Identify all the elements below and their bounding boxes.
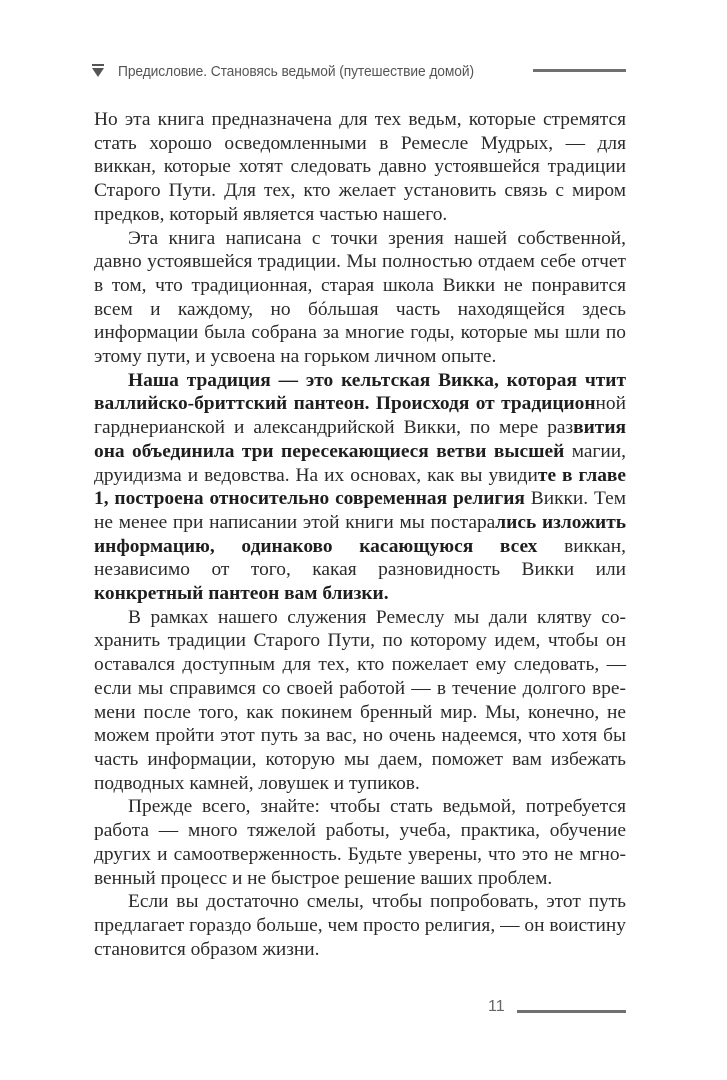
- bold-run: те в главе 1, построена относительно современная религия: [94, 464, 626, 510]
- bold-run: конкретный пантеон вам близки.: [94, 583, 389, 605]
- paragraph-3: [94, 369, 626, 606]
- page-footer: [488, 998, 626, 1022]
- bold-run: вития она объединила три пересекающиеся ветви высшей: [94, 417, 626, 462]
- paragraph-2: Эта книга написана с точки зрения нашей собственной, давно устоявшейся традиции. Мы полностью отдаем себе отчет в том, что традиционная, старая школа Викки не понравится всем и каждому, но бóльшая часть находящейся здесь информации была собрана за многие годы, которые мы шли по этому пути, и усвоена на горьком личном опыте.: [94, 227, 626, 368]
- triangle-down-icon: [92, 68, 104, 77]
- footer-rule: [517, 1010, 626, 1013]
- text-run: магии, друидизма и ведовства. На их основах, как вы увиди: [94, 440, 626, 486]
- page-number: 11: [488, 998, 505, 1015]
- running-header: [92, 58, 626, 84]
- paragraph-5: Прежде всего, знайте: чтобы стать ведьмой, потребуется работа — много тяжелой работы, учеба, практика, обучение других и самоотверженность. Будьте уверены, что это не мгновенный процесс и не быстрое решение ваших проблем.: [94, 796, 626, 889]
- paragraph-4: В рамках нашего служения Ремеслу мы дали клятву сохранить традиции Старого Пути, по которому идем, чтобы он оставался доступным для тех, кто пожелает ему следовать, — если мы справимся со своей работой — в течение долгого времени после того, как покинем бренный мир. Мы, конечно, не можем пройти этот путь за вас, но очень надеемся, что хотя бы часть информации, которую мы даем, поможет вам избежать подводных камней, ловушек и тупиков.: [94, 606, 626, 794]
- paragraph-6: Если вы достаточно смелы, чтобы попробовать, этот путь предлагает гораздо больше, чем просто религия, — он воистину становится образом жизни.: [94, 891, 626, 960]
- header-rule: [533, 69, 626, 72]
- bold-run: лись изложить информацию, одинаково касающуюся всех: [94, 511, 627, 557]
- running-header-title: Предисловие. Становясь ведьмой (путешествие домой): [118, 62, 474, 80]
- page-body: [94, 108, 626, 961]
- text-run: виккан, независимо от того, какая разновидность Викки или: [94, 535, 626, 581]
- bold-run: Наша традиция — это кельтская Викка, которая чтит валлийско-бриттский пантеон. Происходя от традицион: [94, 369, 626, 415]
- text-run: ной гарднерианской и александрийской Викки, по мере раз: [94, 393, 626, 439]
- paragraph-1: Но эта книга предназначена для тех ведьм, которые стремятся стать хорошо осведомленными в Ремесле Мудрых, — для виккан, которые хотят следовать давно устоявшейся традиции Старого Пути. Для тех, кто желает установить связь с миром предков, который является частью нашего.: [94, 109, 626, 225]
- text-run: Викки. Тем не менее при написании этой книги мы постара: [94, 488, 626, 533]
